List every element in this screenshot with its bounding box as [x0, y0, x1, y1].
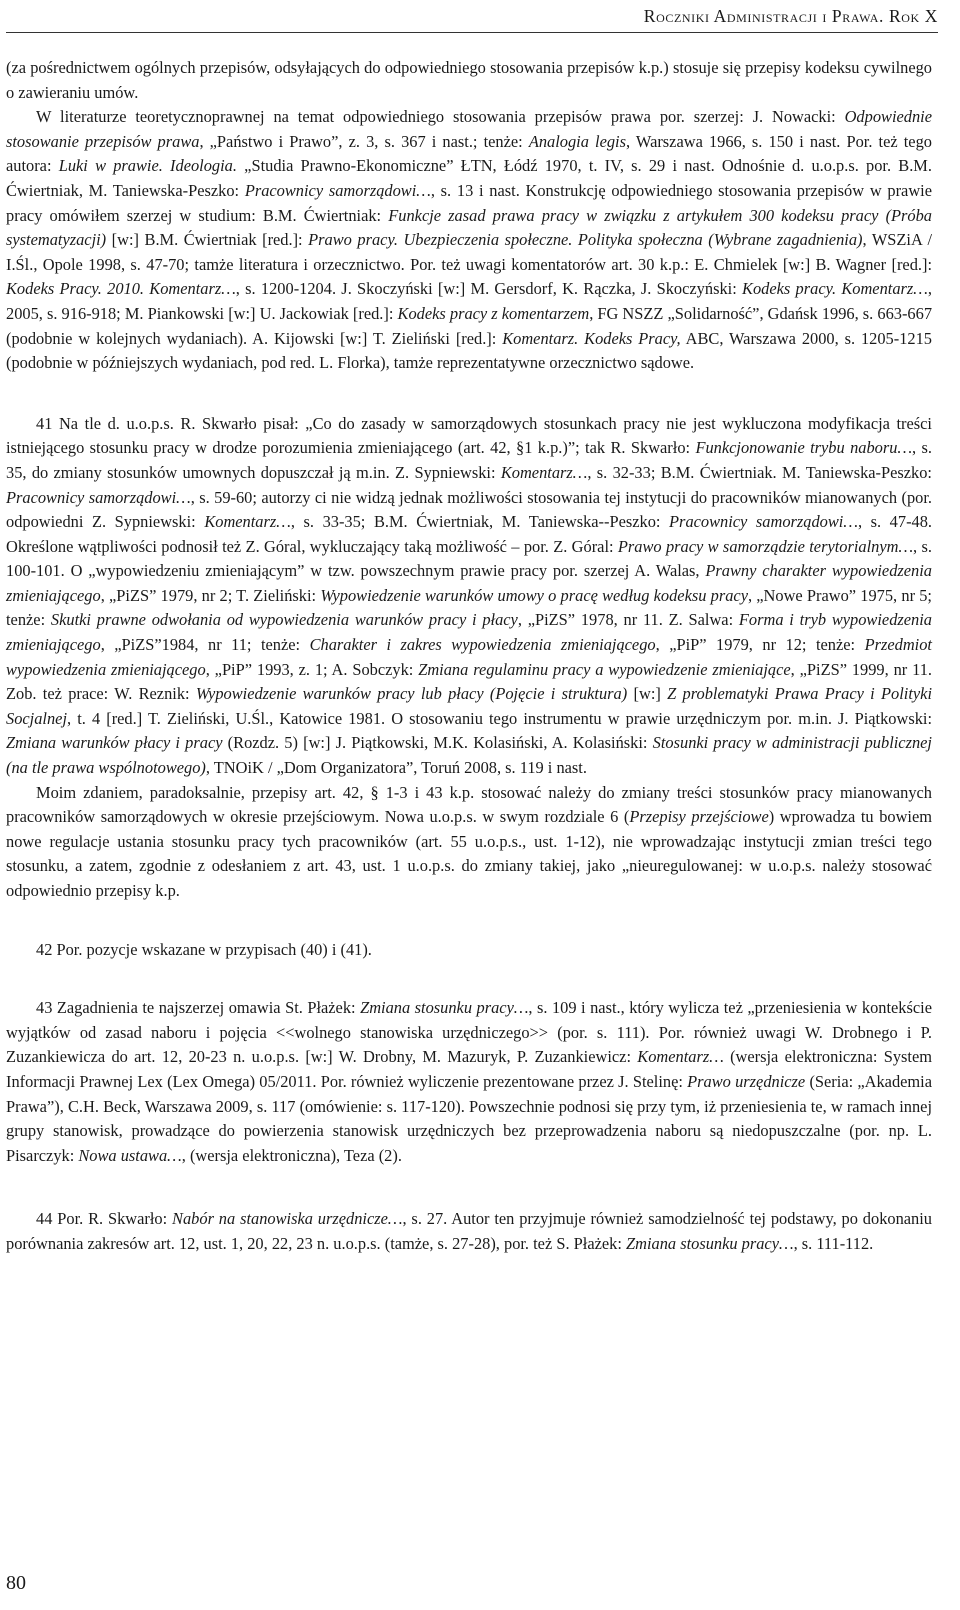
text-segment: 42 Por. pozycje wskazane w przypisach (40) i (41). [36, 939, 372, 959]
italic-citation-title: Luki w prawie. Ideologia. [58, 156, 237, 176]
text-segment: , „Nowe Prawo” 1975, nr 5; tenże: [6, 585, 932, 630]
text-segment: , „PiZS” 1978, nr 11. Z. Salwa: [517, 610, 739, 630]
italic-citation-title: Funkcjonowanie trybu naboru… [695, 438, 913, 458]
text-segment: , „Państwo i Prawo”, z. 3, s. 367 i nast.; tenże: [199, 131, 529, 151]
italic-citation-title: Komentarz. Kodeks Pracy, [502, 328, 681, 348]
text-segment: , Warszawa 1966, s. 150 i nast. Por. też tego autora: [6, 131, 932, 176]
text-segment: , „PiP” 1993, z. 1; A. Sobczyk: [205, 659, 419, 679]
italic-citation-title: Kodeks pracy z komentarzem [397, 303, 590, 323]
italic-citation-title: Przedmiot wypowiedzenia zmieniającego [6, 635, 932, 679]
italic-citation-title: Skutki prawne odwołania od wypowiedzenia warunków pracy i płacy [50, 610, 518, 630]
italic-citation-title: Nabór na stanowiska urzędnicze… [172, 1209, 403, 1229]
italic-citation-title: Wypowiedzenie warunków pracy lub płacy (Pojęcie i struktura) [195, 684, 628, 704]
text-segment: , „PiZS” 1979, nr 2; T. Zieliński: [100, 585, 321, 605]
text-segment: , WSZiA / I.Śl., Opole 1998, s. 47-70; tamże literatura i orzecznictwo. Por. też uwagi komentatorów art. 30 k.p.: E. Chmielek [w:] B. Wagner [red.]: [6, 230, 933, 274]
italic-citation-title: Charakter i zakres wypowiedzenia zmieniającego [309, 635, 656, 655]
footnote-41-paragraph [6, 781, 932, 904]
italic-citation-title: Odpowiednie stosowanie przepisów prawa [6, 107, 932, 151]
footnote-42 [6, 938, 932, 963]
text-segment: (Rozdz. 5) [w:] J. Piątkowski, M.K. Kolasiński, A. Kolasiński: [222, 733, 653, 753]
italic-citation-title: Prawo pracy. Ubezpieczenia społeczne. Polityka społeczna (Wybrane zagadnienia) [308, 230, 863, 250]
spacer [6, 962, 932, 996]
italic-citation-title: Forma i tryb wypowiedzenia zmieniającego [6, 610, 932, 655]
italic-citation-title: Pracownicy samorządowi… [669, 512, 858, 532]
text-segment: [w:] [627, 684, 668, 704]
italic-citation-title: Z problematyki Prawa Pracy i Polityki Socjalnej [6, 684, 933, 728]
text-segment: [w:] B.M. Ćwiertniak [red.]: [106, 230, 309, 250]
italic-citation-title: Funkcje zasad prawa pracy w związku z artykułem 300 kodeksu pracy (Próba systematyzacji) [6, 205, 932, 250]
italic-citation-title: Zmiana regulaminu pracy a wypowiedzenie zmieniające [418, 659, 791, 679]
italic-citation-title: Wypowiedzenie warunków umowy o pracę według kodeksu pracy [320, 585, 748, 605]
spacer [6, 1168, 932, 1207]
spacer [6, 904, 932, 938]
text-segment: , TNOiK / „Dom Organizatora”, Toruń 2008, s. 119 i nast. [205, 758, 587, 778]
text-segment: (Seria: „Akademia Prawa”), C.H. Beck, Warszawa 2009, s. 117 (omówienie: s. 117-120). Powszechnie podnosi się przy tym, iż przeniesienia te, w ramach innej grupy stanowisk, prowadzące do powierzenia stanowisk urzędniczych bez przeprowadzenia naboru są niedopuszczalne (por. np. L. Pisarczyk: [6, 1071, 933, 1165]
text-segment: ) wprowadza tu bowiem nowe regulacje ustania stosunku pracy tych pracowników (art. 55 u.o.p.s., ust. 1-12), nie wprowadzając instytucji zmian treści tego stosunku, a zatem, zgodnie z odesłaniem z art. 43, ust. 1 u.o.p.s. do zmiany takiej, jako „nieuregulowanej: w u.o.p.s. należy stosować odpowiednio przepisy k.p. [6, 807, 932, 900]
italic-citation-title: Prawo urzędnicze [687, 1071, 806, 1091]
text-segment: ABC, Warszawa 2000, s. 1205-1215 (podobnie w późniejszych wydaniach, pod red. L. Florka), tamże reprezentatywne orzecznictwo sądowe. [6, 328, 932, 373]
text-segment: , s. 100-101. O „wypowiedzeniu zmieniającym” w tzw. powszechnym prawie pracy por. szerzej A. Walas, [6, 536, 932, 581]
italic-citation-title: Kodeks Pracy. 2010. Komentarz… [6, 279, 236, 299]
italic-citation-title: Zmiana stosunku pracy… [626, 1233, 794, 1253]
text-segment: , s. 111-112. [793, 1233, 874, 1253]
spacer [6, 376, 932, 412]
text-segment: , s. 1200-1204. J. Skoczyński [w:] M. Gersdorf, K. Rączka, J. Skoczyński: [235, 279, 743, 299]
italic-citation-title: Nowa ustawa… [78, 1145, 182, 1165]
text-segment: 43 Zagadnienia te najszerzej omawia St. Płażek: [36, 998, 361, 1018]
running-header: Roczniki Administracji i Prawa. Rok X [643, 6, 938, 26]
text-segment: 41 Na tle d. u.o.p.s. R. Skwarło pisał: „Co do zasady w samorządowych stosunkach pracy nie jest wykluczona modyfikacja treści istniejącego stosunku pracy w drodze porozumienia zmieniającego (art. 42, §1 k.p.)”; tak R. Skwarło: [6, 413, 932, 458]
text-segment: , s. 35, do zmiany stosunków umownych dopuszczał ją m.in. Z. Sypniewski: [6, 438, 932, 482]
text-segment: , „PiZS”1984, nr 11; tenże: [100, 635, 310, 655]
text-segment: , s. 27. Autor ten przyjmuje również samodzielność tej podstawy, po dokonaniu porównania zakresów art. 12, ust. 1, 20, 22, 23 n. u.o.p.s. (tamże, s. 27-28), por. też S. Płażek: [6, 1209, 932, 1253]
italic-citation-title: Komentarz… [637, 1047, 724, 1067]
text-segment: , s. 32-33; B.M. Ćwiertniak. M. Taniewska-Peszko: [587, 462, 932, 482]
italic-citation-title: Pracownicy samorządowi… [244, 180, 431, 200]
italic-citation-title: Prawo pracy w samorządzie terytorialnym… [617, 536, 914, 556]
text-segment: , s. 59-60; autorzy ci nie widzą jednak możliwości stosowania tej instytucji do pracowników mianowanych (por. odpowiedni Z. Sypniewski: [6, 487, 932, 532]
italic-citation-title: Komentarz… [500, 462, 588, 482]
text-segment: , (wersja elektroniczna), Teza (2). [181, 1145, 402, 1165]
footnote-43 [6, 996, 932, 1168]
text-segment: , s. 109 i nast., który wylicza też „przeniesienia w kontekście wyjątków od zasad naboru i pojęcia <<wolnego stanowiska urzędniczego>> (por. s. 111). Por. również uwagi W. Drobnego i P. Zuzankiewicza do art. 12, 20-23 n. u.o.p.s. [w:] W. Drobny, M. Mazuryk, P. Zuzankiewicz: [6, 998, 932, 1067]
text-segment: 44 Por. R. Skwarło: [36, 1209, 173, 1229]
footnote-continuation-paragraph: (za pośrednictwem ogólnych przepisów, odsyłających do odpowiedniego stosowania przepisów k.p.) stosuje się przepisy kodeksu cywilnego o zawieraniu umów. [6, 58, 932, 102]
italic-citation-title: Komentarz… [204, 512, 291, 532]
text-segment: W literaturze teoretycznoprawnej na temat odpowiedniego stosowania przepisów prawa por. szerzej: J. Nowacki: [36, 107, 845, 127]
text-segment: Moim zdaniem, paradoksalnie, przepisy art. 42, § 1-3 i 43 k.p. stosować należy do zmiany treści stosunków pracy mianowanych pracowników samorządowych w okresie przejściowym. Nowa u.o.p.s. w swym rozdziale 6 ( [6, 782, 932, 827]
text-segment: , t. 4 [red.] T. Zieliński, U.Śl., Katowice 1981. O stosowaniu tego instrumentu w prawie urzędniczym por. m.in. J. Piątkowski: [67, 708, 932, 728]
text-segment: , s. 33-35; B.M. Ćwiertniak, M. Taniewska--Peszko: [290, 512, 670, 532]
footnote-44 [6, 1207, 932, 1256]
text-segment: (wersja elektroniczna: System Informacji Prawnej Lex (Lex Omega) 05/2011. Por. również wyliczenie prezentowane przez J. Stelinę: [6, 1047, 932, 1091]
italic-citation-title: Przepisy przejściowe [629, 807, 769, 827]
italic-citation-title: Zmiana warunków płacy i pracy [6, 733, 223, 753]
footnote-continuation-paragraph [6, 105, 932, 376]
header-rule [6, 32, 938, 33]
italic-citation-title: Analogia legis [528, 131, 626, 151]
italic-citation-title: Kodeks pracy. Komentarz… [742, 279, 928, 299]
text-segment: , s. 13 i nast. Konstrukcję odpowiedniego stosowania przepisów w prawie pracy omówiłem szerzej w studium: B.M. Ćwiertniak: [6, 180, 932, 225]
text-segment: , FG NSZZ „Solidarność”, Gdańsk 1996, s. 663-667 (podobnie w kolejnych wydaniach). A. Kijowski [w:] T. Zieliński [red.]: [6, 303, 933, 348]
italic-citation-title: Stosunki pracy w administracji publicznej (na tle prawa wspólnotowego) [6, 733, 932, 778]
text-segment: , s. 47-48. Określone wątpliwości podnosił też Z. Góral, wykluczający taką możliwość – por. Z. Góral: [6, 512, 933, 556]
text-segment: „Studia Prawno-Ekonomiczne” ŁTN, Łódź 1970, t. IV, s. 29 i nast. Odnośnie d. u.o.p.s. por. B.M. Ćwiertniak, M. Taniewska-Peszko: [6, 156, 932, 200]
italic-citation-title: Zmiana stosunku pracy… [360, 998, 529, 1018]
text-segment: , „PiP” 1979, nr 12; tenże: [655, 635, 865, 655]
text-segment: , „PiZS” 1999, nr 11. Zob. też prace: W. Reznik: [6, 659, 932, 704]
footnote-41 [6, 412, 932, 781]
italic-citation-title: Pracownicy samorządowi… [6, 487, 191, 507]
footnotes-section [6, 56, 932, 1257]
text-segment: , 2005, s. 916-918; M. Piankowski [w:] U. Jackowiak [red.]: [6, 279, 932, 323]
italic-citation-title: Prawny charakter wypowiedzenia zmieniającego [6, 561, 932, 605]
page-number: 80 [6, 1572, 26, 1594]
